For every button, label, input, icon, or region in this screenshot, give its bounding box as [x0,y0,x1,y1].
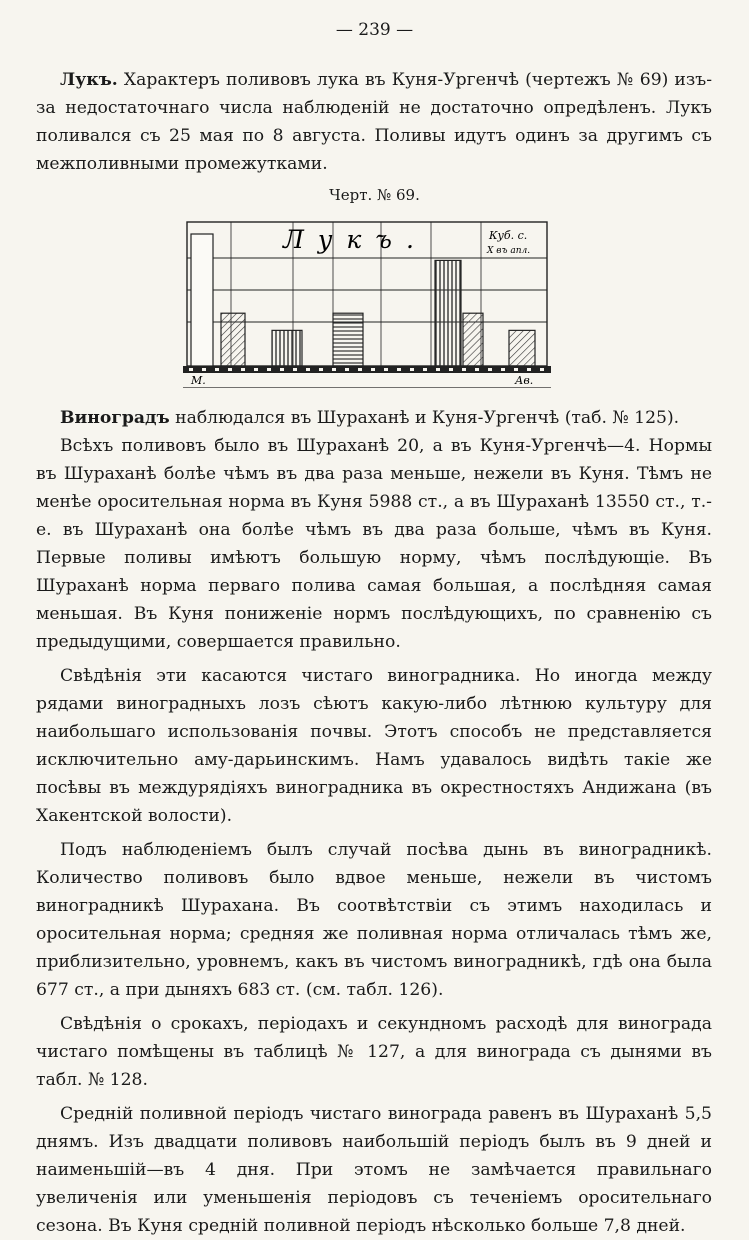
axis-tick [527,368,531,371]
chart-axis [183,366,551,388]
axis-tick [267,368,271,371]
axis-tick [241,368,245,371]
axis-band [183,366,551,373]
axis-tick [215,368,219,371]
chart-bar [221,313,245,366]
axis-tick [514,368,518,371]
chart-bar [272,330,302,366]
chart-bar [435,260,461,366]
axis-tick [345,368,349,371]
irrigation-chart [183,218,551,388]
onion-text: Характеръ поливовъ лука въ Куня-Ургенчѣ (чертежъ № 69) изъ-за недостаточнаго числа наблюденій не достаточно опредѣленъ. Лукъ поливался съ 25 мая по 8 августа. Поливы идутъ одинъ за другимъ съ межполивными промежутками. [36,70,712,174]
grapes-intro: наблюдался въ Шураханѣ и Куня-Ургенчѣ (таб. № 125). [169,408,680,428]
chart-title: Лукъ. [283,225,428,254]
axis-tick [358,368,362,371]
axis-tick [436,368,440,371]
axis-tick [306,368,310,371]
axis-tick [540,368,544,371]
chart-bar [509,330,535,366]
axis-tick [462,368,466,371]
grapes-paragraph-3: Подъ наблюденіемъ былъ случай посѣва дынь въ виноградникѣ. Количество поливовъ было вдвое меньше, нежели въ чистомъ виноградникѣ Шурахана. Въ соотвѣтствіи съ этимъ находилась и оросительная норма; средняя же поливная норма отличалась тѣмъ же, приблизительно, уровнемъ, какъ въ чистомъ виноградникѣ, гдѣ она была 677 ст., а при дыняхъ 683 ст. (см. табл. 126). [36,840,712,1000]
axis-tick [280,368,284,371]
onion-heading: Лукъ. [60,70,118,90]
chart-legend-top: Куб. с. [489,229,528,242]
chart-legend-bottom: Х въ апл. [487,246,531,256]
chart-bar [463,313,483,366]
axis-tick [332,368,336,371]
chart-bar [333,313,363,366]
axis-tick [319,368,323,371]
axis-tick [501,368,505,371]
chart-month-end: Ав. [515,374,534,387]
grapes-intro-paragraph [36,404,712,432]
axis-tick [397,368,401,371]
axis-tick [189,368,193,371]
grapes-paragraph-5: Средній поливной періодъ чистаго винограда равенъ въ Шураханѣ 5,5 днямъ. Изъ двадцати поливовъ наибольшій періодъ былъ въ 9 дней и наименьшій—въ 4 дня. При этомъ не замѣчается правильнаго увеличенія или уменьшенія періодовъ съ теченіемъ оросительнаго сезона. Въ Куня средній поливной періодъ нѣсколько больше 7,8 дней. [36,1104,712,1236]
axis-tick [371,368,375,371]
grapes-section [36,404,712,1240]
grapes-heading: Виноградъ [60,408,170,428]
axis-tick [384,368,388,371]
axis-tick [228,368,232,371]
onion-paragraph [36,66,712,178]
axis-tick [410,368,414,371]
axis-tick [293,368,297,371]
page-number: — 239 — [335,20,414,40]
axis-tick [202,368,206,371]
axis-tick [254,368,258,371]
grapes-paragraph-1: Всѣхъ поливовъ было въ Шураханѣ 20, а въ Куня-Ургенчѣ—4. Нормы въ Шураханѣ болѣе чѣмъ въ два раза меньше, нежели въ Куня. Тѣмъ не менѣе оросительная норма въ Куня 5988 ст., а въ Шураханѣ 13550 ст., т.-е. въ Шураханѣ она болѣе чѣмъ въ два раза больше, чѣмъ въ Куня. Первые поливы имѣютъ большую норму, чѣмъ послѣдующіе. Въ Шураханѣ норма перваго полива самая большая, а послѣдняя самая меньшая. Въ Куня пониженіе нормъ послѣдующихъ, по сравненію съ предыдущими, совершается правильно. [36,436,712,652]
axis-tick [423,368,427,371]
onion-section [36,66,712,178]
grapes-paragraph-2: Свѣдѣнія эти касаются чистаго виноградника. Но иногда между рядами виноградныхъ лозъ сѣютъ какую-либо лѣтнюю культуру для наибольшаго использованія почвы. Этотъ способъ не представляется исключительно аму-дарьинскимъ. Намъ удавалось видѣть такіе же посѣвы въ междурядіяхъ виноградника въ окрестностяхъ Андижана (въ Хакентской волости). [36,666,712,826]
chart-month-start: М. [191,374,206,387]
axis-tick [488,368,492,371]
figure-caption: Черт. № 69. [329,186,420,204]
axis-tick [449,368,453,371]
axis-tick [475,368,479,371]
grapes-paragraph-4: Свѣдѣнія о срокахъ, періодахъ и секундномъ расходѣ для винограда чистаго помѣщены въ таблицѣ № 127, а для винограда съ дынями въ табл. № 128. [36,1014,712,1090]
chart-bar [191,234,213,366]
